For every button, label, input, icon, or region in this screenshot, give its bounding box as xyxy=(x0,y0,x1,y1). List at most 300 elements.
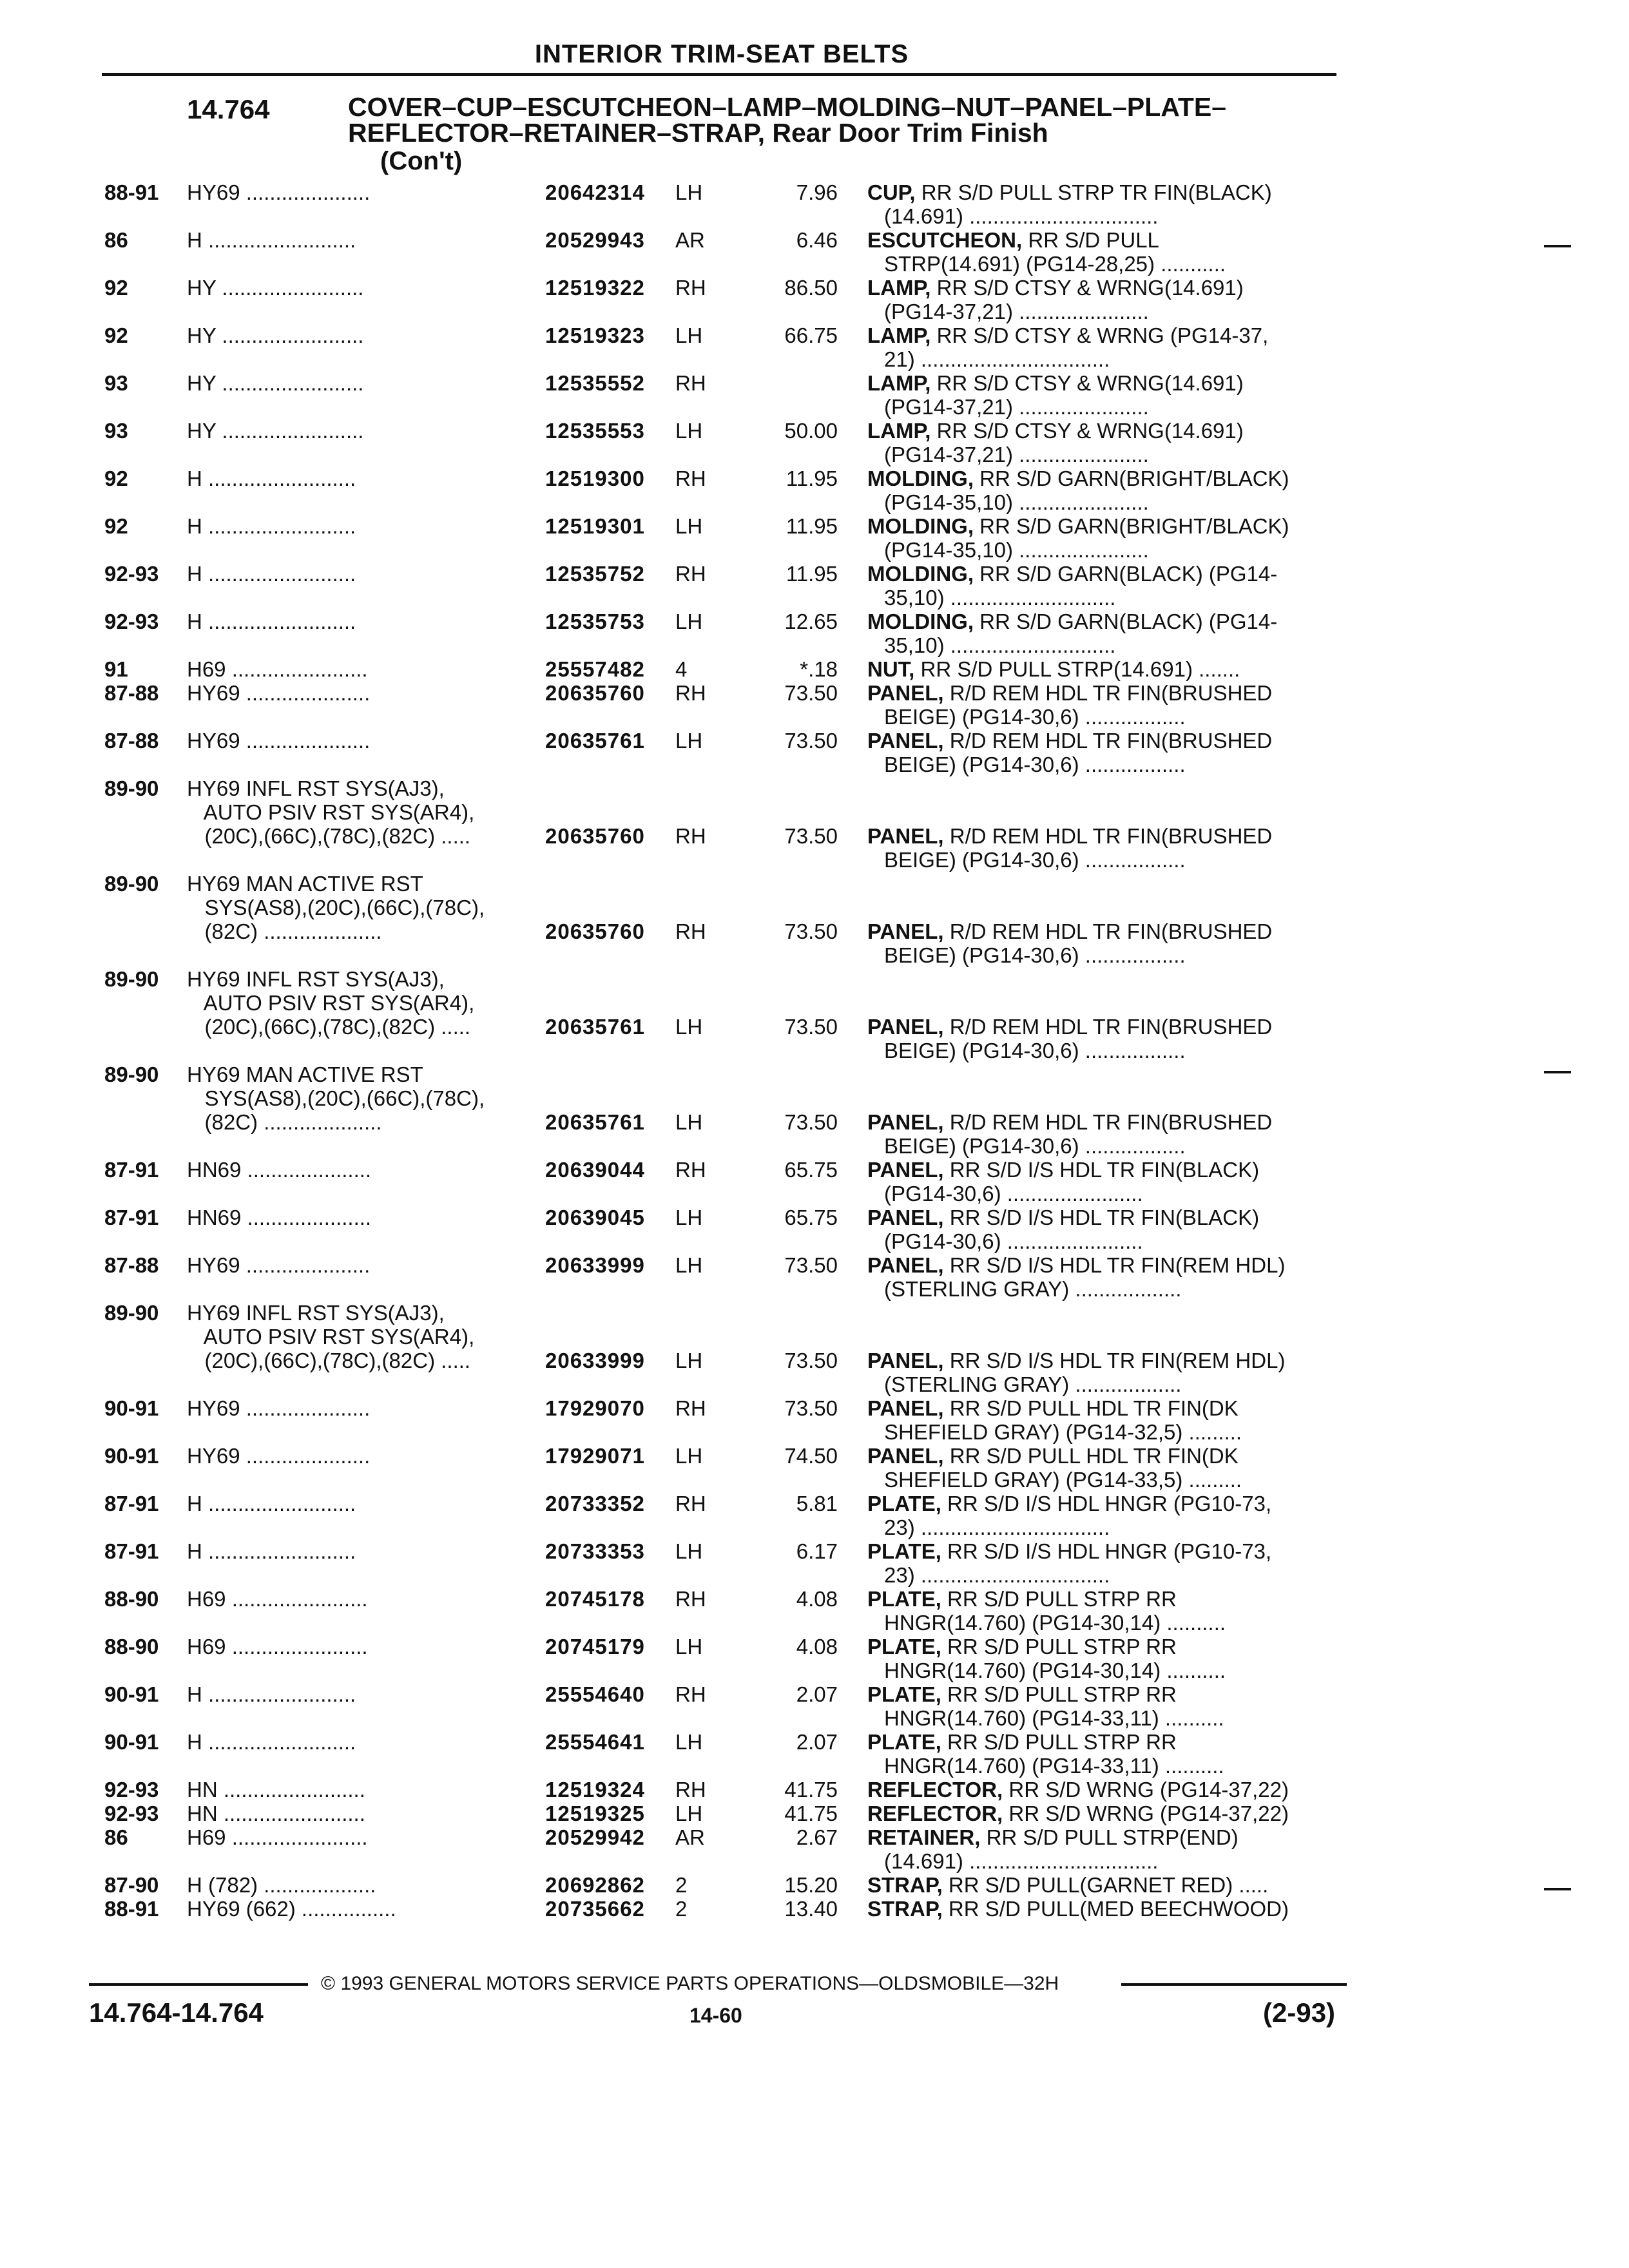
table-row xyxy=(0,1873,1629,1897)
margin-mark xyxy=(1544,1888,1571,1890)
description-text: RR S/D CTSY & WRNG(14.691) xyxy=(930,276,1244,300)
model-line: HY69 (662) ................ xyxy=(187,1897,396,1921)
description-text: RR S/D I/S HDL HNGR (PG10-73, xyxy=(941,1492,1272,1515)
part-number: 20735662 xyxy=(545,1897,645,1921)
price: 7.96 xyxy=(796,180,838,204)
model-cell xyxy=(187,1897,535,1921)
part-number: 20633999 xyxy=(545,1349,645,1372)
description-text: RR S/D GARN(BLACK) (PG14- xyxy=(973,562,1278,586)
description-cell xyxy=(867,1110,1338,1158)
part-keyword: PLATE, xyxy=(867,1539,941,1563)
footer-rule-left xyxy=(89,1983,308,1986)
part-keyword: LAMP, xyxy=(867,419,931,443)
description-cell xyxy=(867,1158,1338,1206)
model-year: 88-91 xyxy=(104,180,159,204)
part-number: 20635761 xyxy=(545,1110,645,1134)
table-row xyxy=(0,1062,1629,1158)
description-text: RR S/D GARN(BLACK) (PG14- xyxy=(973,610,1278,633)
description-line xyxy=(867,1110,1338,1134)
quantity: RH xyxy=(675,1158,706,1182)
model-line: SYS(AS8),(20C),(66C),(78C), xyxy=(187,896,485,919)
table-row xyxy=(0,1539,1629,1587)
quantity: LH xyxy=(675,1539,703,1563)
description-continuation: (PG14-35,10) ...................... xyxy=(884,490,1149,514)
quantity: LH xyxy=(675,729,703,753)
model-line: (20C),(66C),(78C),(82C) ..... xyxy=(187,1349,471,1372)
description-text: RR S/D PULL STRP RR xyxy=(941,1730,1177,1754)
part-number: 12535753 xyxy=(545,610,645,633)
quantity: LH xyxy=(675,610,703,633)
part-number: 20733353 xyxy=(545,1539,645,1563)
part-keyword: REFLECTOR, xyxy=(867,1802,1003,1825)
description-line xyxy=(867,657,1338,681)
description-continuation: 23) ................................ xyxy=(884,1563,1110,1587)
model-line: H69 ....................... xyxy=(187,657,368,681)
description-continuation: (PG14-37,21) ...................... xyxy=(884,443,1149,466)
description-continuation: STRP(14.691) (PG14-28,25) ........... xyxy=(884,252,1226,276)
description-continuation: BEIGE) (PG14-30,6) ................. xyxy=(884,848,1186,872)
description-cell xyxy=(867,1587,1338,1635)
description-line xyxy=(867,1539,1338,1563)
description-text: RR S/D PULL STRP TR FIN(BLACK) xyxy=(915,180,1272,204)
part-number: 12535752 xyxy=(545,562,645,586)
price: 2.07 xyxy=(796,1730,838,1754)
description-continuation: (STERLING GRAY) .................. xyxy=(884,1372,1182,1396)
part-keyword: STRAP, xyxy=(867,1897,943,1921)
model-year: 90-91 xyxy=(104,1396,159,1420)
quantity: LH xyxy=(675,419,703,443)
description-continuation: (PG14-30,6) ....................... xyxy=(884,1229,1143,1253)
model-line: (20C),(66C),(78C),(82C) ..... xyxy=(187,824,471,848)
model-line: H69 ....................... xyxy=(187,1635,368,1658)
part-keyword: PLATE, xyxy=(867,1587,941,1611)
part-number: 12535553 xyxy=(545,419,645,443)
description-text: R/D REM HDL TR FIN(BRUSHED xyxy=(943,1110,1273,1134)
model-year: 87-88 xyxy=(104,729,159,753)
table-row xyxy=(0,514,1629,562)
model-cell xyxy=(187,1825,535,1849)
part-keyword: LAMP, xyxy=(867,371,931,395)
model-year: 89-90 xyxy=(104,872,159,896)
description-text: RR S/D CTSY & WRNG (PG14-37, xyxy=(930,323,1269,347)
description-continuation: 21) ................................ xyxy=(884,347,1110,371)
description-line xyxy=(867,419,1338,443)
description-line xyxy=(867,276,1338,300)
part-keyword: PANEL, xyxy=(867,681,944,705)
model-line: HN ........................ xyxy=(187,1802,365,1825)
table-row xyxy=(0,1635,1629,1682)
page-header-title: INTERIOR TRIM-SEAT BELTS xyxy=(534,40,909,68)
quantity: RH xyxy=(675,562,706,586)
model-year: 92 xyxy=(104,323,128,347)
part-keyword: PLATE, xyxy=(867,1730,941,1754)
margin-mark xyxy=(1544,1071,1571,1073)
price: 86.50 xyxy=(784,276,838,300)
table-row xyxy=(0,371,1629,419)
table-row xyxy=(0,1206,1629,1253)
model-cell xyxy=(187,1635,535,1658)
table-row xyxy=(0,681,1629,729)
description-continuation: BEIGE) (PG14-30,6) ................. xyxy=(884,705,1186,729)
part-keyword: PLATE, xyxy=(867,1635,941,1658)
model-year: 89-90 xyxy=(104,776,159,800)
model-year: 93 xyxy=(104,419,128,443)
model-cell xyxy=(187,1682,535,1706)
price: 11.95 xyxy=(786,562,838,586)
footer-page-number: 14-60 xyxy=(689,2004,742,2027)
description-continuation: (PG14-37,21) ...................... xyxy=(884,300,1149,323)
model-cell xyxy=(187,371,535,395)
price: 15.20 xyxy=(784,1873,838,1897)
description-line xyxy=(867,729,1338,753)
model-cell xyxy=(187,657,535,681)
part-number: 20529943 xyxy=(545,228,645,252)
description-line xyxy=(867,681,1338,705)
part-number: 20639045 xyxy=(545,1206,645,1229)
model-line: HY69 ..................... xyxy=(187,1444,371,1468)
quantity: AR xyxy=(675,1825,705,1849)
model-line: H ......................... xyxy=(187,514,356,538)
model-cell xyxy=(187,872,535,943)
model-year: 89-90 xyxy=(104,967,159,991)
quantity: LH xyxy=(675,1253,703,1277)
description-line xyxy=(867,919,1338,943)
model-year: 92-93 xyxy=(104,562,159,586)
description-cell xyxy=(867,1825,1338,1873)
part-number: 20745179 xyxy=(545,1635,645,1658)
description-line xyxy=(867,514,1338,538)
model-line: H ......................... xyxy=(187,228,356,252)
part-keyword: PANEL, xyxy=(867,1158,944,1182)
description-cell xyxy=(867,276,1338,323)
model-year: 87-88 xyxy=(104,681,159,705)
description-cell xyxy=(867,180,1338,228)
description-line xyxy=(867,1635,1338,1658)
description-line xyxy=(867,1349,1338,1372)
table-row xyxy=(0,419,1629,466)
description-cell xyxy=(867,729,1338,776)
description-continuation: 23) ................................ xyxy=(884,1515,1110,1539)
model-year: 87-91 xyxy=(104,1492,159,1515)
table-row xyxy=(0,276,1629,323)
quantity: LH xyxy=(675,180,703,204)
model-cell xyxy=(187,1253,535,1277)
model-line: HY ........................ xyxy=(187,419,364,443)
description-continuation: 35,10) ............................ xyxy=(884,633,1116,657)
model-year: 88-91 xyxy=(104,1897,159,1921)
model-line: (82C) .................... xyxy=(187,1110,382,1134)
description-cell xyxy=(867,681,1338,729)
quantity: RH xyxy=(675,1587,706,1611)
model-line: AUTO PSIV RST SYS(AR4), xyxy=(187,800,475,824)
part-number: 20529942 xyxy=(545,1825,645,1849)
description-text: RR S/D I/S HDL TR FIN(REM HDL) xyxy=(943,1253,1286,1277)
price: 4.08 xyxy=(796,1635,838,1658)
description-cell xyxy=(867,228,1338,276)
description-text: RR S/D PULL STRP RR xyxy=(941,1682,1177,1706)
description-text: RR S/D WRNG (PG14-37,22) xyxy=(1003,1778,1289,1802)
model-line: (82C) .................... xyxy=(187,919,382,943)
description-line xyxy=(867,1897,1338,1921)
description-line xyxy=(867,1444,1338,1468)
quantity: 2 xyxy=(675,1873,688,1897)
table-row xyxy=(0,1444,1629,1492)
price: 73.50 xyxy=(784,1349,838,1372)
model-cell xyxy=(187,1062,535,1134)
description-cell xyxy=(867,824,1338,872)
section-title: COVER–CUP–ESCUTCHEON–LAMP–MOLDING–NUT–PANEL–PLATE–REFLECTOR–RETAINER–STRAP, Rear Door Trim Finish xyxy=(348,92,1227,148)
description-text: R/D REM HDL TR FIN(BRUSHED xyxy=(943,824,1273,848)
price: 65.75 xyxy=(784,1206,838,1229)
quantity: LH xyxy=(675,1110,703,1134)
part-keyword: MOLDING, xyxy=(867,562,974,586)
quantity: 4 xyxy=(675,657,688,681)
description-cell xyxy=(867,323,1338,371)
description-cell xyxy=(867,1253,1338,1301)
quantity: RH xyxy=(675,466,706,490)
part-number: 20635760 xyxy=(545,681,645,705)
description-continuation: HNGR(14.760) (PG14-33,11) .......... xyxy=(884,1706,1224,1730)
quantity: LH xyxy=(675,514,703,538)
description-cell xyxy=(867,1873,1338,1897)
description-cell xyxy=(867,1897,1338,1921)
part-number: 25557482 xyxy=(545,657,645,681)
description-line xyxy=(867,1825,1338,1849)
quantity: RH xyxy=(675,681,706,705)
model-line: H ......................... xyxy=(187,1492,356,1515)
description-line xyxy=(867,180,1338,204)
quantity: LH xyxy=(675,1635,703,1658)
part-keyword: PANEL, xyxy=(867,1253,944,1277)
price: 73.50 xyxy=(784,1015,838,1039)
price: 73.50 xyxy=(784,1110,838,1134)
part-keyword: NUT, xyxy=(867,657,915,681)
price: 2.67 xyxy=(796,1825,838,1849)
part-keyword: PANEL, xyxy=(867,1396,944,1420)
description-text: RR S/D PULL STRP RR xyxy=(941,1635,1177,1658)
parts-list xyxy=(0,180,1629,1921)
price: 5.81 xyxy=(796,1492,838,1515)
model-cell xyxy=(187,180,535,204)
part-keyword: MOLDING, xyxy=(867,514,974,538)
margin-mark xyxy=(1544,245,1571,247)
model-year: 87-88 xyxy=(104,1253,159,1277)
model-year: 88-90 xyxy=(104,1635,159,1658)
model-cell xyxy=(187,729,535,753)
description-continuation: SHEFIELD GRAY) (PG14-32,5) ......... xyxy=(884,1420,1242,1444)
description-cell xyxy=(867,657,1338,681)
quantity: LH xyxy=(675,1802,703,1825)
model-line: HY69 INFL RST SYS(AJ3), xyxy=(187,967,445,991)
part-number: 20642314 xyxy=(545,180,645,204)
description-cell xyxy=(867,371,1338,419)
table-row xyxy=(0,1730,1629,1778)
model-cell xyxy=(187,681,535,705)
description-text: RR S/D PULL(MED BEECHWOOD) xyxy=(942,1897,1289,1921)
part-keyword: PANEL, xyxy=(867,1015,944,1039)
model-cell xyxy=(187,1301,535,1372)
description-line xyxy=(867,323,1338,347)
table-row xyxy=(0,1825,1629,1873)
description-line xyxy=(867,228,1338,252)
description-cell xyxy=(867,1206,1338,1253)
model-cell xyxy=(187,1444,535,1468)
description-text: RR S/D GARN(BRIGHT/BLACK) xyxy=(973,466,1289,490)
quantity: RH xyxy=(675,371,706,395)
section-number: 14.764 xyxy=(187,94,270,124)
model-cell xyxy=(187,1587,535,1611)
table-row xyxy=(0,562,1629,610)
model-cell xyxy=(187,1158,535,1182)
description-cell xyxy=(867,610,1338,657)
description-continuation: BEIGE) (PG14-30,6) ................. xyxy=(884,943,1186,967)
description-continuation: (PG14-37,21) ...................... xyxy=(884,395,1149,419)
description-text: RR S/D PULL STRP RR xyxy=(941,1587,1177,1611)
part-keyword: PANEL, xyxy=(867,1444,944,1468)
description-line xyxy=(867,824,1338,848)
model-cell xyxy=(187,323,535,347)
part-number: 12535552 xyxy=(545,371,645,395)
table-row xyxy=(0,1802,1629,1825)
table-row xyxy=(0,776,1629,872)
description-line xyxy=(867,1873,1338,1897)
part-keyword: PLATE, xyxy=(867,1682,941,1706)
quantity: LH xyxy=(675,1015,703,1039)
footer-date-code: (2-93) xyxy=(1263,1997,1336,2028)
price: 65.75 xyxy=(784,1158,838,1182)
quantity: RH xyxy=(675,824,706,848)
model-cell xyxy=(187,466,535,490)
description-text: R/D REM HDL TR FIN(BRUSHED xyxy=(943,919,1273,943)
description-text: RR S/D I/S HDL TR FIN(BLACK) xyxy=(943,1206,1260,1229)
description-line xyxy=(867,1730,1338,1754)
model-year: 89-90 xyxy=(104,1062,159,1086)
model-cell xyxy=(187,1539,535,1563)
description-text: RR S/D PULL(GARNET RED) ..... xyxy=(942,1873,1269,1897)
description-cell xyxy=(867,562,1338,610)
model-cell xyxy=(187,514,535,538)
part-number: 20633999 xyxy=(545,1253,645,1277)
description-line xyxy=(867,562,1338,586)
part-number: 20733352 xyxy=(545,1492,645,1515)
table-row xyxy=(0,610,1629,657)
model-year: 90-91 xyxy=(104,1682,159,1706)
description-cell xyxy=(867,514,1338,562)
model-year: 86 xyxy=(104,228,128,252)
table-row xyxy=(0,872,1629,967)
footer-rule-right xyxy=(1121,1983,1347,1986)
description-text: R/D REM HDL TR FIN(BRUSHED xyxy=(943,1015,1273,1039)
part-keyword: PANEL, xyxy=(867,824,944,848)
section-continued: (Con't) xyxy=(380,147,463,175)
quantity: 2 xyxy=(675,1897,688,1921)
model-cell xyxy=(187,1396,535,1420)
model-line: H ......................... xyxy=(187,466,356,490)
part-number: 17929070 xyxy=(545,1396,645,1420)
model-year: 92-93 xyxy=(104,610,159,633)
model-cell xyxy=(187,1730,535,1754)
quantity: LH xyxy=(675,1444,703,1468)
part-keyword: PANEL, xyxy=(867,729,944,753)
description-cell xyxy=(867,1396,1338,1444)
part-keyword: ESCUTCHEON, xyxy=(867,228,1023,252)
price: 50.00 xyxy=(784,419,838,443)
description-line xyxy=(867,371,1338,395)
table-row xyxy=(0,1897,1629,1921)
description-continuation: (PG14-35,10) ...................... xyxy=(884,538,1149,562)
description-text: RR S/D I/S HDL HNGR (PG10-73, xyxy=(941,1539,1272,1563)
description-cell xyxy=(867,1802,1338,1825)
model-year: 92 xyxy=(104,466,128,490)
table-row xyxy=(0,1253,1629,1301)
quantity: RH xyxy=(675,919,706,943)
model-line: H ......................... xyxy=(187,1682,356,1706)
model-year: 87-91 xyxy=(104,1158,159,1182)
description-text: R/D REM HDL TR FIN(BRUSHED xyxy=(943,681,1273,705)
description-line xyxy=(867,1492,1338,1515)
header-rule xyxy=(102,73,1336,76)
price: 12.65 xyxy=(784,610,838,633)
part-keyword: MOLDING, xyxy=(867,466,974,490)
model-cell xyxy=(187,967,535,1039)
model-cell xyxy=(187,1778,535,1802)
model-year: 92-93 xyxy=(104,1778,159,1802)
description-line xyxy=(867,1396,1338,1420)
part-number: 12519301 xyxy=(545,514,645,538)
part-number: 12519323 xyxy=(545,323,645,347)
description-line xyxy=(867,1778,1338,1802)
quantity: LH xyxy=(675,1206,703,1229)
part-keyword: PANEL, xyxy=(867,1110,944,1134)
part-keyword: LAMP, xyxy=(867,323,931,347)
part-number: 20745178 xyxy=(545,1587,645,1611)
model-cell xyxy=(187,228,535,252)
quantity: RH xyxy=(675,276,706,300)
description-continuation: BEIGE) (PG14-30,6) ................. xyxy=(884,1039,1186,1062)
description-cell xyxy=(867,1349,1338,1396)
price: 66.75 xyxy=(784,323,838,347)
model-year: 88-90 xyxy=(104,1587,159,1611)
description-text: RR S/D PULL STRP(END) xyxy=(980,1825,1239,1849)
table-row xyxy=(0,1682,1629,1730)
model-cell xyxy=(187,1873,535,1897)
part-keyword: PANEL, xyxy=(867,1349,944,1372)
description-continuation: (STERLING GRAY) .................. xyxy=(884,1277,1182,1301)
model-year: 90-91 xyxy=(104,1444,159,1468)
model-year: 86 xyxy=(104,1825,128,1849)
part-number: 12519325 xyxy=(545,1802,645,1825)
table-row xyxy=(0,466,1629,514)
price: 73.50 xyxy=(784,919,838,943)
part-keyword: CUP, xyxy=(867,180,916,204)
model-cell xyxy=(187,562,535,586)
price: 4.08 xyxy=(796,1587,838,1611)
model-year: 89-90 xyxy=(104,1301,159,1325)
price: 73.50 xyxy=(784,729,838,753)
part-keyword: STRAP, xyxy=(867,1873,943,1897)
description-line xyxy=(867,466,1338,490)
model-line: HY ........................ xyxy=(187,276,364,300)
description-cell xyxy=(867,1730,1338,1778)
part-number: 12519300 xyxy=(545,466,645,490)
description-text: RR S/D PULL HDL TR FIN(DK xyxy=(943,1396,1239,1420)
description-line xyxy=(867,1158,1338,1182)
model-cell xyxy=(187,776,535,848)
quantity: RH xyxy=(675,1778,706,1802)
description-cell xyxy=(867,466,1338,514)
table-row xyxy=(0,323,1629,371)
model-cell xyxy=(187,610,535,633)
